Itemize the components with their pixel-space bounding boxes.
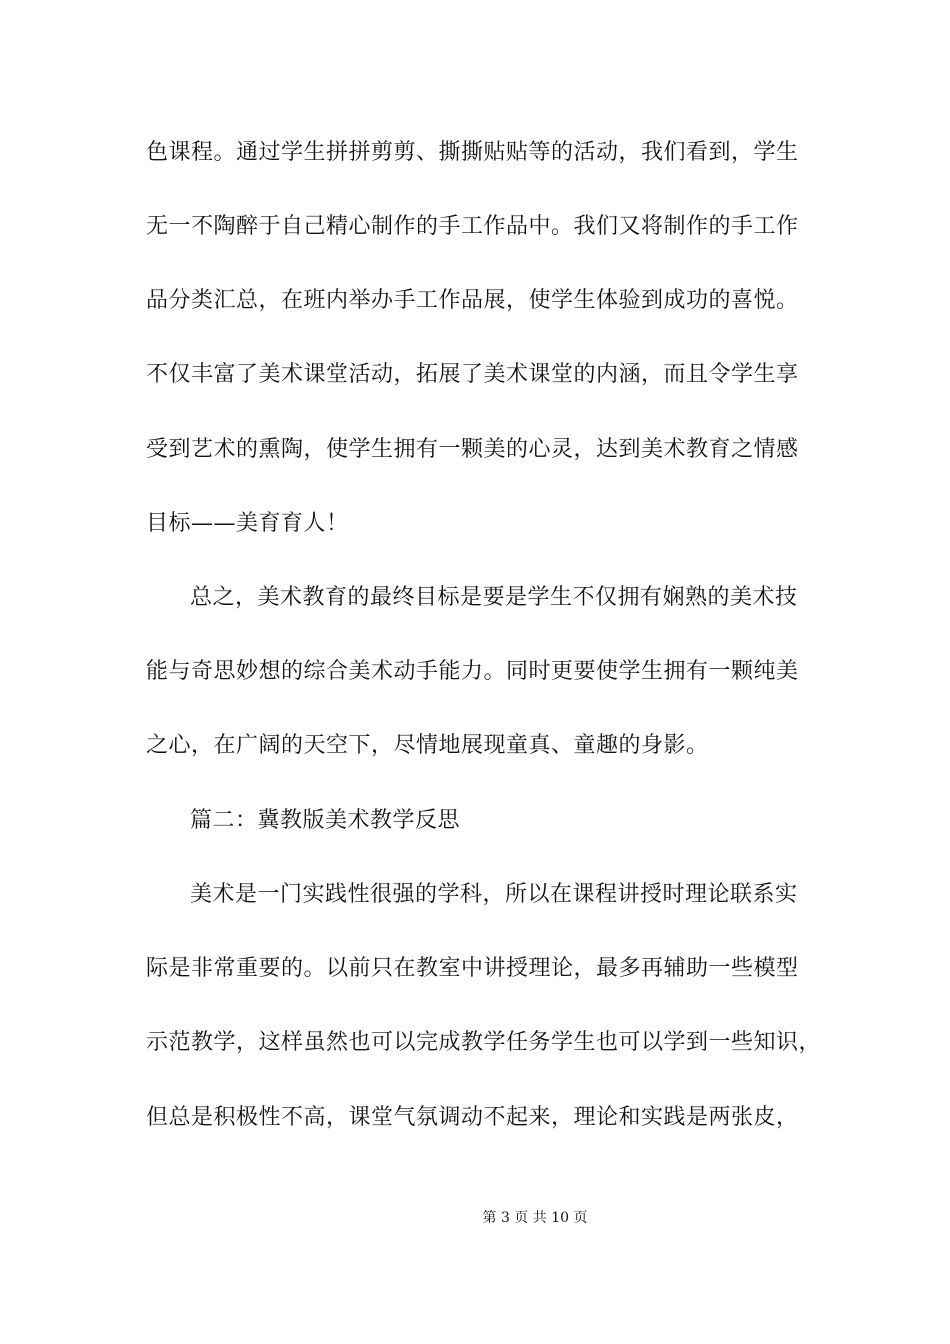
- text-line: 能与奇思妙想的综合美术动手能力。同时更要使学生拥有一颗纯美: [146, 659, 799, 684]
- text-line: 不仅丰富了美术课堂活动，拓展了美术课堂的内涵，而且令学生享: [146, 362, 799, 387]
- text-line: 目标——美育育人！: [146, 511, 349, 536]
- text-line: 品分类汇总，在班内举办手工作品展，使学生体验到成功的喜悦。: [146, 288, 799, 313]
- page-number-footer: 第 3 页 共 10 页: [482, 1210, 588, 1226]
- text-line: 色课程。通过学生拼拼剪剪、撕撕贴贴等的活动，我们看到，学生: [146, 140, 799, 165]
- text-line: 受到艺术的熏陶，使学生拥有一颗美的心灵，达到美术教育之情感: [146, 437, 799, 462]
- text-line: 际是非常重要的。以前只在教室中讲授理论，最多再辅助一些模型: [146, 956, 799, 981]
- text-line: 总之，美术教育的最终目标是要是学生不仅拥有娴熟的美术技: [190, 585, 798, 610]
- text-line: 之心，在广阔的天空下，尽情地展现童真、童趣的身影。: [146, 733, 709, 758]
- text-line: 无一不陶醉于自己精心制作的手工作品中。我们又将制作的手工作: [146, 214, 799, 239]
- section-heading: 篇二：冀教版美术教学反思: [190, 808, 461, 833]
- text-line: 示范教学，这样虽然也可以完成教学任务学生也可以学到一些知识，: [146, 1030, 822, 1055]
- text-line: 美术是一门实践性很强的学科，所以在课程讲授时理论联系实: [190, 882, 798, 907]
- text-line: 但总是积极性不高，课堂气氛调动不起来，理论和实践是两张皮，: [146, 1105, 799, 1130]
